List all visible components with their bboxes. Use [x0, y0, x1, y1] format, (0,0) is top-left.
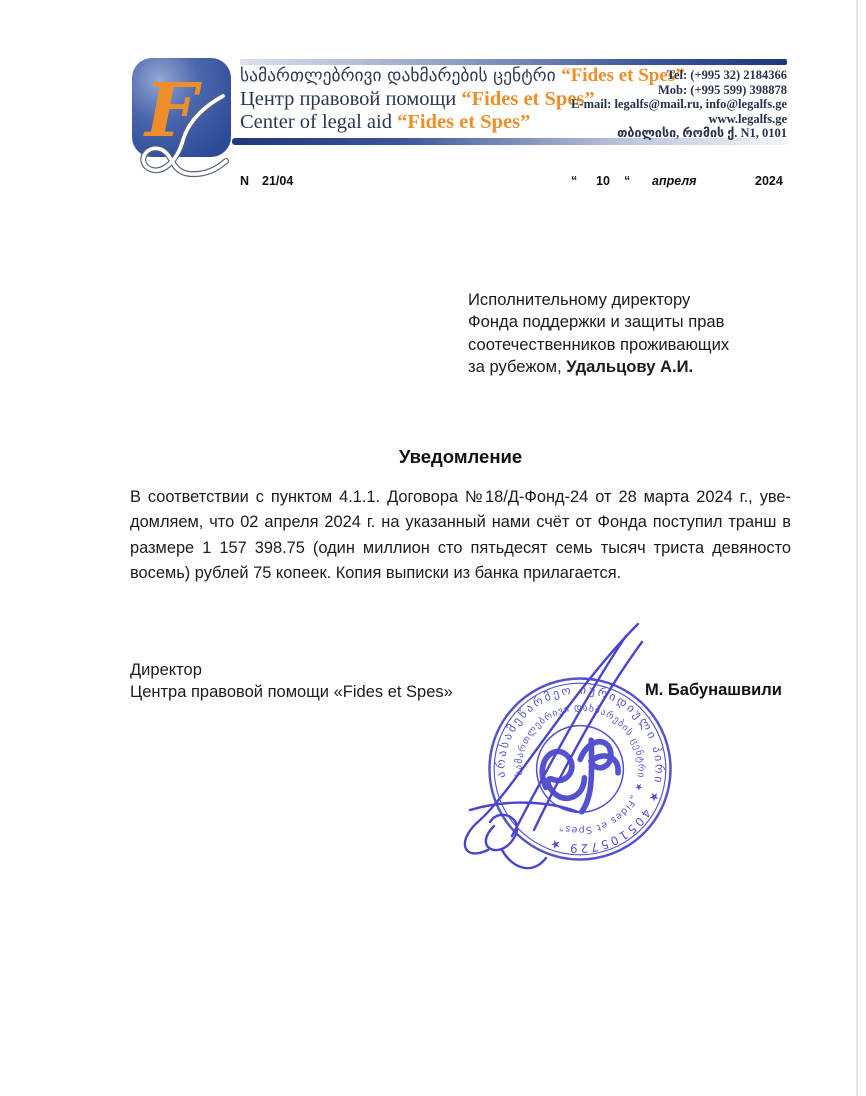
- contact-tel: Tel: (+995 32) 2184366: [666, 68, 787, 82]
- director-role-block: [130, 659, 490, 704]
- org-name-georgian-text: სამართლებრივი დახმარების ცენტრი: [240, 66, 562, 86]
- org-brand-georgian: “Fides et Spes”: [561, 65, 685, 86]
- date-quote-open: “: [571, 174, 578, 188]
- addressee-line: Исполнительному директору: [468, 290, 691, 309]
- page-edge-divider: [856, 0, 858, 1096]
- stamp-outer-ring-text: არასამეწარმეო იურიდიული პირი ★ 405105729 ★: [493, 682, 667, 856]
- addressee-line-prefix: за рубежом,: [468, 357, 567, 377]
- date-day: 10: [596, 174, 610, 188]
- director-role-line: Центра правовой помощи «Fides et Spes»: [130, 683, 453, 702]
- date-quote-close: “: [624, 174, 631, 188]
- contact-block: [520, 68, 787, 141]
- contact-email: E-mail: legalfs@mail.ru, info@legalfs.ge: [571, 97, 787, 112]
- addressee-name: Удальцову А.И.: [566, 357, 694, 377]
- addressee-block: [468, 289, 798, 379]
- org-name-russian-text: Центр правовой помощи: [240, 88, 462, 110]
- org-logo: [129, 56, 237, 182]
- reference-number: 21/04: [262, 174, 294, 188]
- addressee-line: [468, 356, 798, 378]
- contact-mob: Mob: (+995 599) 398878: [658, 82, 787, 97]
- signer-name: М. Бабунашвили: [645, 681, 782, 699]
- addressee-line: соотечественников проживающих: [468, 334, 730, 354]
- addressee-line: Фонда поддержки и защиты прав: [468, 312, 725, 332]
- logo-monogram-f: F: [145, 68, 198, 154]
- contact-website: www.legalfs.ge: [708, 111, 787, 126]
- stamp-inner-ring-text: სამართლებრივი დახმარების ცენტრი ★ „Fides et Spes”: [513, 702, 647, 836]
- date-month: апреля: [652, 174, 697, 188]
- org-brand-russian: “Fides et Spes”: [461, 88, 595, 110]
- reference-number-label: N: [240, 174, 250, 188]
- org-name-english-text: Center of legal aid: [240, 111, 398, 133]
- handwritten-signature: [440, 598, 680, 878]
- director-role-line: Директор: [130, 661, 202, 679]
- contact-address: თბილისი, რომის ქ. N1, 0101: [617, 126, 787, 141]
- date-year: 2024: [755, 174, 783, 188]
- org-brand-english: “Fides et Spes”: [397, 111, 531, 133]
- body-paragraph: В соответствии с пунктом 4.1.1. Договора №18/Д-Фонд-24 от 28 марта 2024 г., уве-домляем, что 02 апреля 2024 г. на указанный нами счёт от Фонда поступил транш в размере 1 157 398.75 (один миллион сто пятьдесят семь тысяч триста девяносто восемь) рублей 75 копеек. Копия выписки из банка прилагается.: [130, 488, 791, 582]
- document-title: Уведомление: [398, 446, 523, 467]
